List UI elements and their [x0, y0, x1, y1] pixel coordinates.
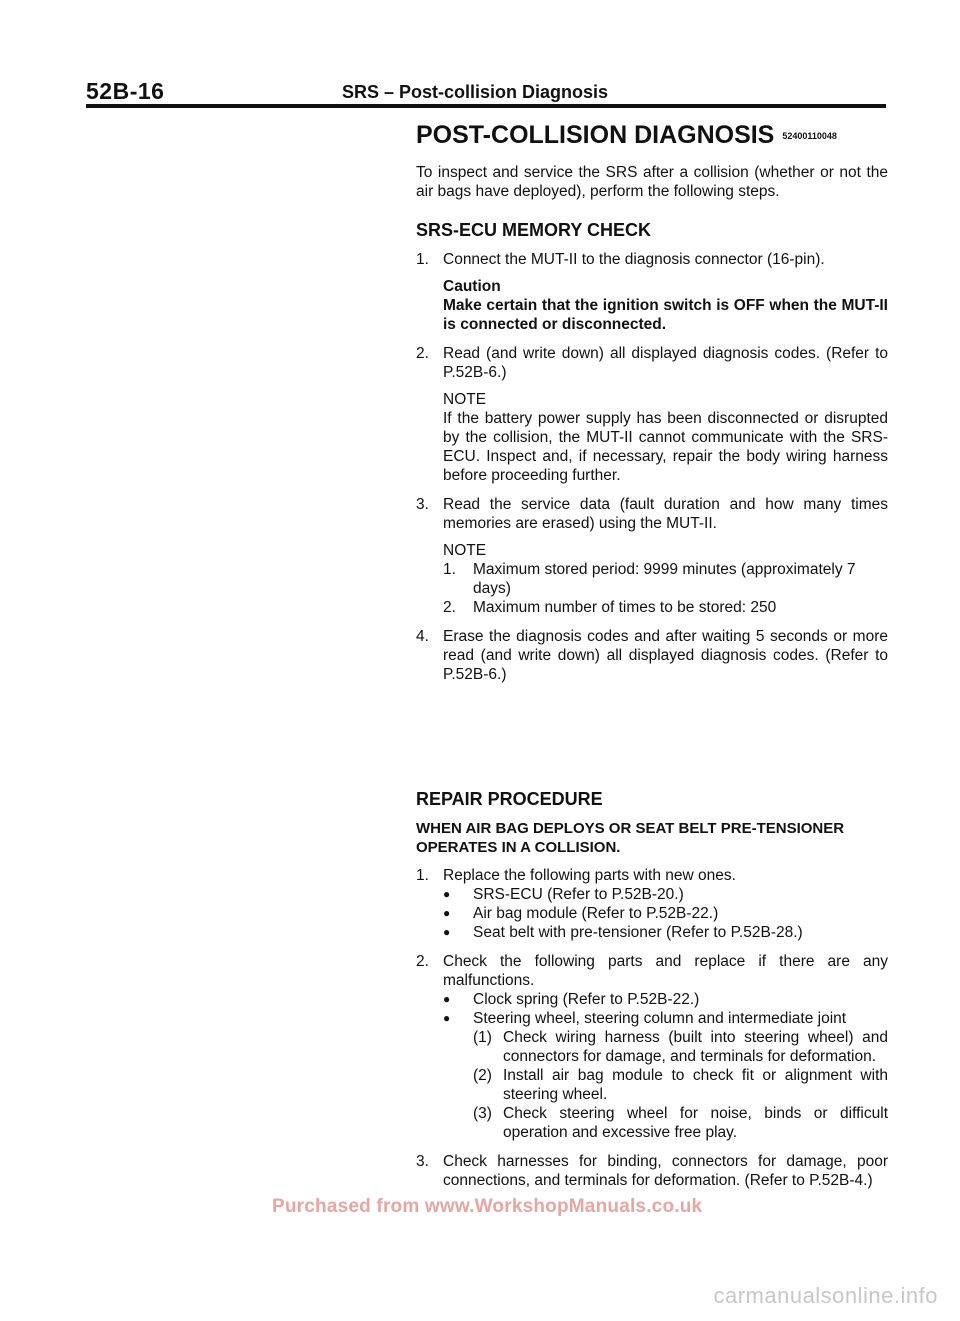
step-text: Connect the MUT-II to the diagnosis connector (16-pin). — [443, 251, 825, 269]
step-text: Read the service data (fault duration and how many times memories are erased) using the MUT-II. — [443, 496, 888, 533]
caution-text: Make certain that the ignition switch is OFF when the MUT-II is connected or disconnected. — [443, 297, 888, 334]
list-item — [443, 923, 888, 942]
note-text: Maximum number of times to be stored: 250 — [473, 599, 777, 617]
sub-item — [473, 1104, 888, 1142]
repair-step-2 — [416, 952, 888, 1142]
repair-subheading: WHEN AIR BAG DEPLOYS OR SEAT BELT PRE-TENSIONER OPERATES IN A COLLISION. — [416, 820, 845, 857]
section-title: SRS – Post-collision Diagnosis — [342, 82, 609, 102]
note-number: 1. — [443, 561, 456, 579]
memory-step-4 — [416, 627, 888, 684]
list-item-text: Air bag module (Refer to P.52B-22.) — [473, 905, 719, 923]
step-text: Read (and write down) all displayed diagnosis codes. (Refer to P.52B-6.) — [443, 345, 888, 382]
list-item-text: SRS-ECU (Refer to P.52B-20.) — [473, 886, 684, 904]
note-number: 2. — [443, 599, 456, 617]
list-item-text: Steering wheel, steering column and intermediate joint — [473, 1010, 847, 1028]
note-text: If the battery power supply has been disconnected or disrupted by the collision, the MUT-II cannot communicate with the SRS-ECU. Inspect and, if necessary, repair the body wiring harness before proceeding further. — [443, 410, 888, 485]
step-number: 1. — [416, 867, 429, 885]
bullet-icon: ● — [443, 992, 451, 1007]
memory-step-2 — [416, 344, 888, 485]
list-item-text: Clock spring (Refer to P.52B-22.) — [473, 991, 700, 1009]
sub-list — [473, 1028, 888, 1142]
step-number: 2. — [416, 345, 429, 363]
step-number: 4. — [416, 628, 429, 646]
site-watermark: carmanualsonline.info — [713, 1283, 938, 1308]
note-title: NOTE — [443, 391, 487, 409]
note-item — [443, 598, 888, 617]
sub-number: (3) — [473, 1105, 492, 1123]
repair-step-3 — [416, 1152, 888, 1190]
sub-text: Check wiring harness (built into steering wheel) and connectors for damage, and terminals for deformation. — [503, 1029, 888, 1066]
repair-step-1 — [416, 866, 888, 942]
step-number: 3. — [416, 1153, 429, 1171]
page-number: 52B-16 — [86, 78, 165, 104]
step-number: 3. — [416, 496, 429, 514]
note-title: NOTE — [443, 542, 487, 560]
memory-step-1 — [416, 250, 888, 334]
main-content — [416, 120, 888, 1200]
watermark: Purchased from www.WorkshopManuals.co.uk — [272, 1196, 703, 1217]
memory-step-3 — [416, 495, 888, 617]
bullet-icon: ● — [443, 906, 451, 921]
step-number: 2. — [416, 953, 429, 971]
list-item — [443, 885, 888, 904]
list-item — [443, 1009, 888, 1028]
sub-number: (1) — [473, 1029, 492, 1047]
list-item — [443, 904, 888, 923]
bullet-icon: ● — [443, 925, 451, 940]
page-title — [416, 120, 888, 151]
sub-text: Install air bag module to check fit or alignment with steering wheel. — [503, 1067, 888, 1104]
sub-item — [473, 1066, 888, 1104]
sub-number: (2) — [473, 1067, 492, 1085]
doc-code: 52400110048 — [782, 131, 837, 142]
list-item — [443, 990, 888, 1009]
repair-heading: REPAIR PROCEDURE — [416, 789, 603, 810]
memory-check-heading: SRS-ECU MEMORY CHECK — [416, 220, 652, 241]
sub-item — [473, 1028, 888, 1066]
caution-title: Caution — [443, 278, 501, 296]
note-item — [443, 560, 888, 598]
bullet-icon: ● — [443, 887, 451, 902]
note-text: Maximum stored period: 9999 minutes (approximately 7 days) — [473, 561, 856, 598]
bullet-icon: ● — [443, 1011, 451, 1026]
sub-text: Check steering wheel for noise, binds or difficult operation and excessive free play. — [503, 1105, 888, 1142]
list-item-text: Seat belt with pre-tensioner (Refer to P.52B-28.) — [473, 924, 803, 942]
page-title-text: POST-COLLISION DIAGNOSIS — [416, 121, 775, 149]
step-number: 1. — [416, 251, 429, 269]
header-rule — [86, 104, 886, 108]
intro-paragraph: To inspect and service the SRS after a collision (whether or not the air bags have deployed), perform the following steps. — [416, 164, 888, 201]
step-text: Check harnesses for binding, connectors for damage, poor connections, and terminals for deformation. (Refer to P.52B-4.) — [443, 1153, 888, 1190]
step-text: Replace the following parts with new ones. — [443, 867, 736, 885]
step-text: Erase the diagnosis codes and after waiting 5 seconds or more read (and write down) all displayed diagnosis codes. (Refer to P.52B-6.) — [443, 628, 888, 684]
step-text: Check the following parts and replace if there are any malfunctions. — [443, 953, 888, 990]
